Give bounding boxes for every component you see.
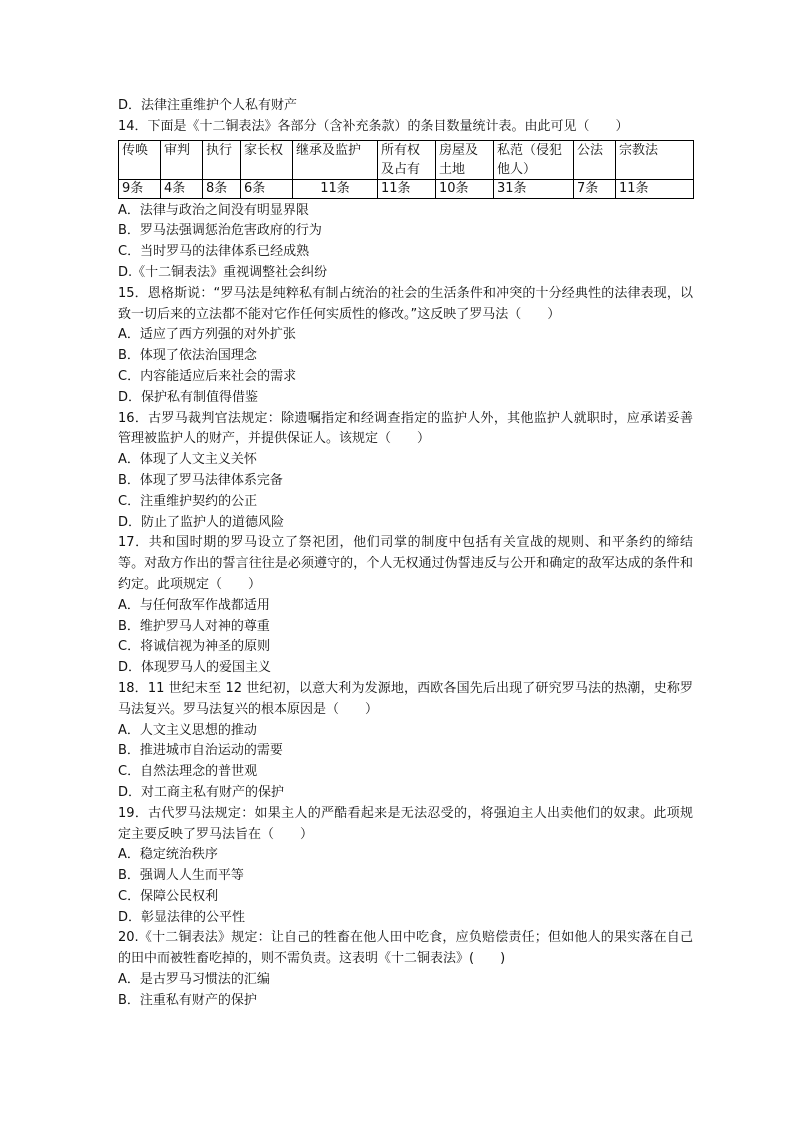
table-header-cell: 所有权及占有 bbox=[378, 140, 436, 179]
q20-option-a: A．是古罗马习惯法的汇编 bbox=[118, 972, 270, 988]
q17-option-d: D．体现罗马人的爱国主义 bbox=[118, 660, 272, 676]
q17-option-c: C．将诚信视为神圣的原则 bbox=[118, 639, 271, 655]
table-value-cell: 11条 bbox=[616, 179, 694, 198]
q19-option-d: D．彰显法律的公平性 bbox=[118, 909, 246, 925]
q14-option-c: C．当时罗马的法律体系已经成熟 bbox=[118, 244, 310, 260]
table-header-cell: 审判 bbox=[161, 140, 203, 179]
table-header-row bbox=[119, 140, 694, 179]
table-header-cell: 家长权 bbox=[241, 140, 293, 179]
table-header-cell: 传唤 bbox=[119, 140, 161, 179]
q19-option-a: A．稳定统治秩序 bbox=[118, 847, 218, 863]
q18-option-a: A．人文主义思想的推动 bbox=[118, 722, 257, 738]
q20-stem: 20.《十二铜表法》规定：让自己的牲畜在他人田中吃食，应负赔偿责任；但如他人的果实落在自己的田中而被牲畜吃掉的，则不需负责。这表明《十二铜表法》( ) bbox=[118, 930, 693, 967]
table-value-cell: 4条 bbox=[161, 179, 203, 198]
q13-option-d: D．法律注重维护个人私有财产 bbox=[118, 98, 298, 113]
table-value-cell: 7条 bbox=[574, 179, 616, 198]
q19-stem: 19．古代罗马法规定：如果主人的严酷看起来是无法忍受的，将强迫主人出卖他们的奴隶。此项规定主要反映了罗马法旨在（ ） bbox=[118, 805, 693, 842]
table-header-cell: 执行 bbox=[203, 140, 241, 179]
table-header-cell: 宗教法 bbox=[616, 140, 694, 179]
q14-statistics-table bbox=[118, 140, 694, 199]
q19-option-b: B．强调人人生而平等 bbox=[118, 868, 244, 884]
q14-option-d: D.《十二铜表法》重视调整社会纠纷 bbox=[118, 264, 328, 280]
q18-option-c: C．自然法理念的普世观 bbox=[118, 764, 258, 780]
table-header-cell: 公法 bbox=[574, 140, 616, 179]
q17-option-b: B．维护罗马人对神的尊重 bbox=[118, 618, 270, 634]
table-value-cell: 11条 bbox=[293, 179, 378, 198]
q15-option-c: C．内容能适应后来社会的需求 bbox=[118, 368, 297, 384]
table-value-cell: 11条 bbox=[378, 179, 436, 198]
q18-option-d: D．对工商主私有财产的保护 bbox=[118, 784, 285, 800]
document-page bbox=[118, 96, 693, 1012]
q17-stem: 17．共和国时期的罗马设立了祭祀团，他们司掌的制度中包括有关宣战的规则、和平条约的缔结等。对敌方作出的誓言往往是必须遵守的，个人无权通过伪誓违反与公开和确定的敌军达成的条件和约定。此项规定（ ） bbox=[118, 535, 693, 592]
q15-option-b: B．体现了依法治国理念 bbox=[118, 348, 257, 364]
table-value-cell: 6条 bbox=[241, 179, 293, 198]
q15-option-d: D．保护私有制值得借鉴 bbox=[118, 389, 259, 405]
table-header-cell: 继承及监护 bbox=[293, 140, 378, 179]
table-value-row bbox=[119, 179, 694, 198]
q14-stem: 14．下面是《十二铜表法》各部分（含补充条款）的条目数量统计表。由此可见（ ） bbox=[118, 118, 629, 134]
q16-stem: 16．古罗马裁判官法规定：除遗嘱指定和经调查指定的监护人外，其他监护人就职时，应承诺妥善管理被监护人的财产，并提供保证人。该规定（ ） bbox=[118, 410, 693, 447]
q16-option-c: C．注重维护契约的公正 bbox=[118, 493, 258, 509]
q16-option-b: B．体现了罗马法律体系完备 bbox=[118, 472, 283, 488]
table-value-cell: 9条 bbox=[119, 179, 161, 198]
q20-option-b: B．注重私有财产的保护 bbox=[118, 992, 257, 1008]
table-header-cell: 房屋及土地 bbox=[436, 140, 494, 179]
q18-stem: 18．11 世纪末至 12 世纪初，以意大利为发源地，西欧各国先后出现了研究罗马法的热潮，史称罗马法复兴。罗马法复兴的根本原因是（ ） bbox=[118, 680, 693, 717]
table-header-cell: 私范（侵犯他人） bbox=[494, 140, 574, 179]
q17-option-a: A．与任何敌军作战都适用 bbox=[118, 597, 270, 613]
q16-option-a: A．体现了人文主义关怀 bbox=[118, 452, 257, 468]
table-value-cell: 10条 bbox=[436, 179, 494, 198]
q14-option-a: A．法律与政治之间没有明显界限 bbox=[118, 202, 309, 218]
q14-option-b: B．罗马法强调惩治危害政府的行为 bbox=[118, 223, 322, 239]
table-value-cell: 8条 bbox=[203, 179, 241, 198]
table-value-cell: 31条 bbox=[494, 179, 574, 198]
q15-option-a: A．适应了西方列强的对外扩张 bbox=[118, 327, 296, 343]
q18-option-b: B．推进城市自治运动的需要 bbox=[118, 743, 283, 759]
q15-stem: 15．恩格斯说：“罗马法是纯粹私有制占统治的社会的生活条件和冲突的十分经典性的法律表现，以致一切后来的立法都不能对它作任何实质性的修改。”这反映了罗马法（ ） bbox=[118, 285, 693, 322]
q19-option-c: C．保障公民权利 bbox=[118, 888, 219, 904]
q16-option-d: D．防止了监护人的道德风险 bbox=[118, 514, 285, 530]
